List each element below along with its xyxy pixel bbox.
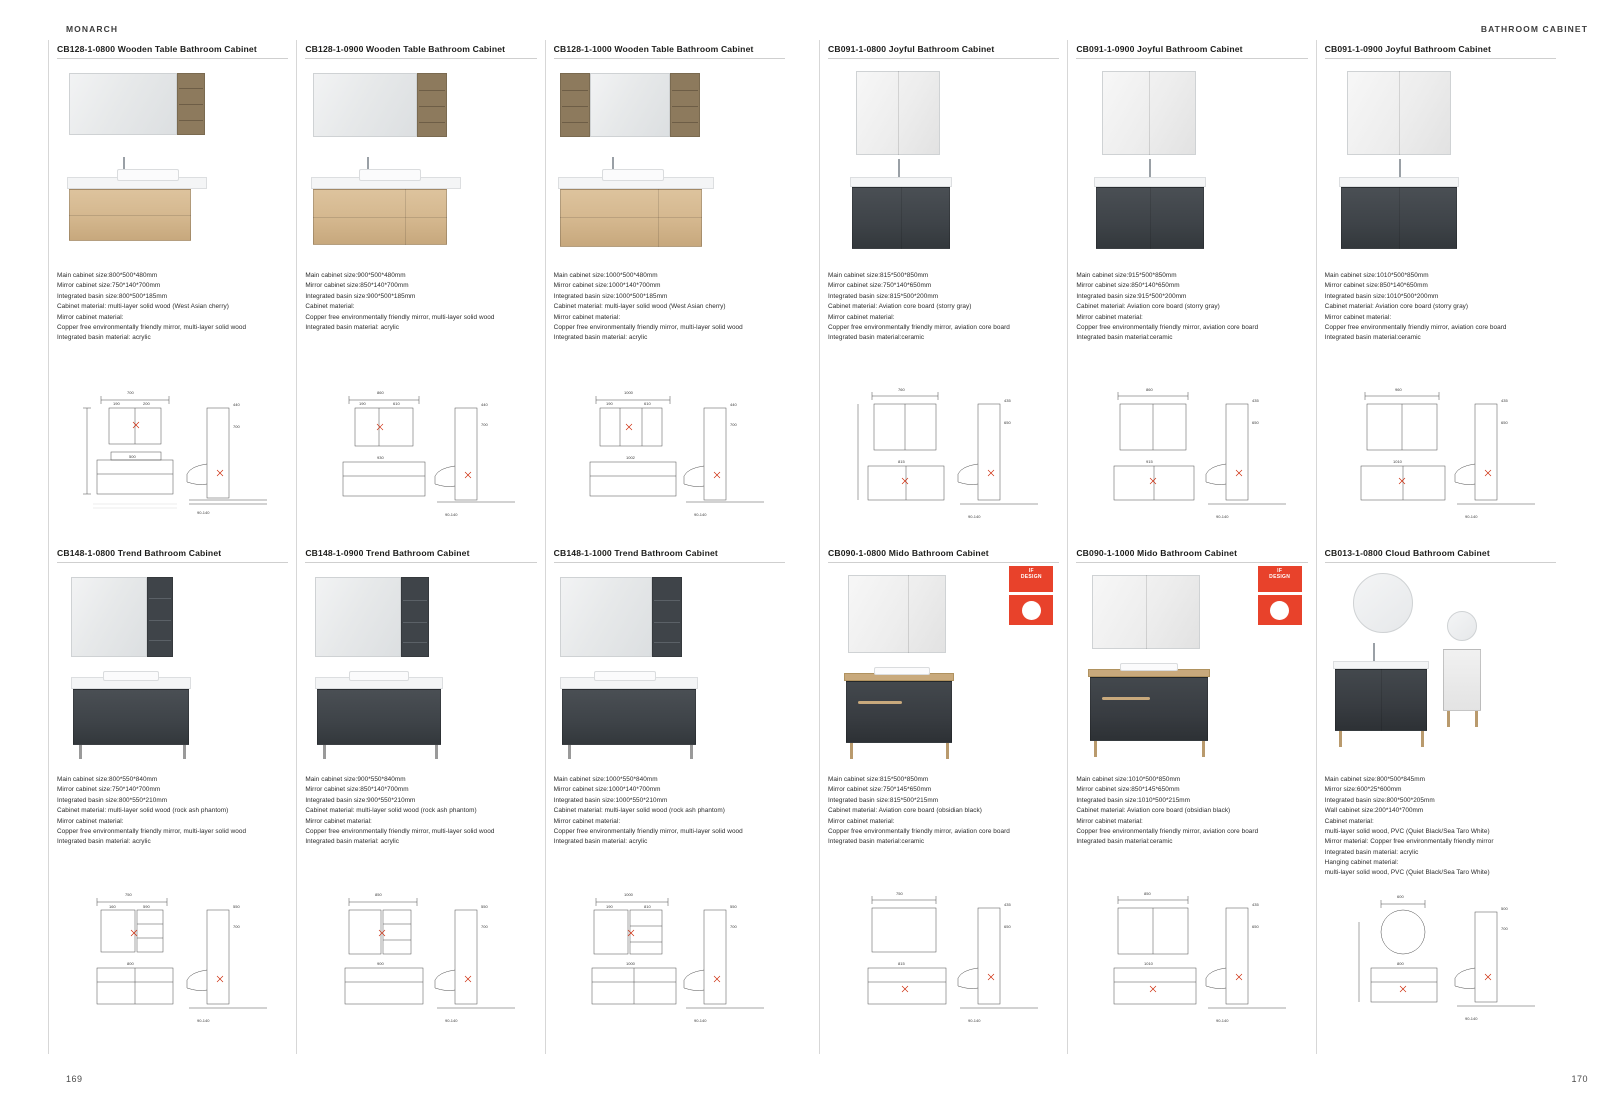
- mirror-cabinet-illustration: [848, 575, 946, 653]
- spec-line: Mirror cabinet size:850*145*650mm: [1076, 786, 1180, 794]
- spec-line: Cabinet material:: [1324, 817, 1374, 825]
- product-photo: [554, 65, 785, 265]
- technical-drawing: [554, 378, 785, 538]
- svg-text:760: 760: [898, 387, 905, 392]
- svg-text:550: 550: [481, 904, 489, 909]
- basin-illustration: [103, 671, 159, 681]
- award-line-1: IF: [1028, 568, 1034, 574]
- product-photo: [828, 65, 1059, 265]
- spec-line: Integrated basin material: acrylic: [57, 334, 151, 342]
- column-4: [819, 40, 1067, 1054]
- product-title: CB128-1-1000 Wooden Table Bathroom Cabinet: [554, 44, 785, 59]
- column-5: [1067, 40, 1315, 1054]
- svg-text:590: 590: [143, 904, 150, 909]
- svg-text:700: 700: [729, 422, 737, 427]
- spec-line: Mirror cabinet material:: [1324, 313, 1392, 321]
- product-specs: [554, 271, 785, 344]
- svg-text:190: 190: [359, 401, 367, 406]
- product-specs: [305, 775, 536, 848]
- side-shelf-illustration: [417, 73, 447, 137]
- spec-line: Mirror cabinet size:750*140*700mm: [57, 786, 161, 794]
- svg-text:650: 650: [1500, 420, 1508, 425]
- svg-text:435: 435: [1004, 398, 1011, 403]
- mirror-cabinet-illustration: [313, 73, 417, 137]
- countertop-illustration: [850, 177, 952, 187]
- technical-drawing: [57, 882, 288, 1042]
- svg-text:650: 650: [1252, 420, 1260, 425]
- spec-line: Cabinet material: multi-layer solid wood (West Asian cherry): [57, 303, 229, 311]
- cabinet-leg: [323, 745, 326, 759]
- side-shelf-illustration: [560, 73, 590, 137]
- spec-line: Copper free environmentally friendly mirror, multi-layer solid wood: [305, 313, 495, 321]
- svg-text:700: 700: [233, 424, 240, 429]
- faucet-illustration: [1149, 159, 1151, 177]
- svg-text:90-140: 90-140: [968, 1018, 981, 1023]
- technical-drawing: [1325, 882, 1556, 1042]
- svg-text:90-140: 90-140: [1464, 514, 1478, 519]
- svg-text:440: 440: [233, 402, 240, 407]
- svg-text:1000: 1000: [625, 961, 635, 966]
- svg-text:440: 440: [481, 402, 489, 407]
- technical-drawing: [828, 378, 1059, 538]
- side-shelf-illustration: [652, 577, 682, 657]
- svg-text:650: 650: [1252, 924, 1260, 929]
- svg-text:860: 860: [1146, 387, 1154, 392]
- cabinet-leg: [1094, 741, 1097, 757]
- spec-line: Integrated basin material:ceramic: [1076, 838, 1173, 846]
- product-card[interactable]: [305, 548, 536, 1042]
- product-specs: [1325, 271, 1556, 344]
- spec-line: Mirror cabinet size:750*140*650mm: [828, 282, 932, 290]
- svg-text:815: 815: [898, 459, 905, 464]
- spec-line: Mirror cabinet material:: [1076, 817, 1143, 825]
- product-title: CB090-1-1000 Mido Bathroom Cabinet: [1076, 548, 1307, 563]
- svg-text:1010: 1010: [1392, 459, 1402, 464]
- spec-line: Mirror cabinet size:850*140*650mm: [1076, 282, 1180, 290]
- spec-line: Main cabinet size:900*500*480mm: [305, 272, 406, 279]
- spec-line: Main cabinet size:1000*550*840mm: [553, 776, 658, 783]
- spec-line: Integrated basin size:800*500*205mm: [1324, 796, 1435, 804]
- spec-line: Copper free environmentally friendly mirror, multi-layer solid wood: [553, 323, 743, 331]
- main-cabinet-illustration: [562, 689, 696, 745]
- spec-line: Copper free environmentally friendly mirror, aviation core board: [828, 827, 1010, 835]
- technical-drawing: [1076, 378, 1307, 538]
- award-line-1: IF: [1277, 568, 1283, 574]
- cabinet-handle: [858, 701, 902, 704]
- spec-line: Integrated basin size:1010*500*200mm: [1324, 292, 1439, 300]
- cabinet-leg: [1447, 711, 1450, 727]
- spec-line: Mirror cabinet size:750*140*700mm: [57, 282, 161, 290]
- spec-line: Copper free environmentally friendly mirror, multi-layer solid wood: [57, 323, 247, 331]
- spec-line: Mirror cabinet material:: [553, 817, 621, 825]
- product-title: CB148-1-0800 Trend Bathroom Cabinet: [57, 548, 288, 563]
- product-title: CB128-1-0900 Wooden Table Bathroom Cabinet: [305, 44, 536, 59]
- award-line-2: DESIGN: [1269, 573, 1291, 580]
- svg-text:700: 700: [481, 422, 489, 427]
- column-3: [545, 40, 793, 1054]
- product-photo: [57, 65, 288, 265]
- spec-line: Mirror cabinet material:: [57, 817, 124, 825]
- spec-line: Copper free environmentally friendly mirror, aviation core board: [1324, 323, 1507, 331]
- product-card[interactable]: [1076, 548, 1307, 1042]
- product-photo: [554, 569, 785, 769]
- cabinet-leg: [1202, 741, 1205, 757]
- spec-line: Copper free environmentally friendly mirror, multi-layer solid wood: [57, 827, 247, 835]
- faucet-illustration: [1399, 159, 1401, 177]
- svg-text:610: 610: [643, 401, 651, 406]
- product-card[interactable]: [57, 44, 288, 538]
- spec-line: Integrated basin size:800*550*210mm: [57, 796, 168, 804]
- right-page: [805, 0, 1610, 1100]
- basin-illustration: [359, 169, 421, 181]
- product-specs: [57, 775, 288, 848]
- cabinet-leg: [690, 745, 693, 759]
- spec-line: Integrated basin size:900*550*210mm: [305, 796, 416, 804]
- svg-text:1002: 1002: [625, 455, 635, 460]
- side-shelf-illustration: [670, 73, 700, 137]
- svg-text:610: 610: [393, 401, 401, 406]
- spec-line: Main cabinet size:1010*500*850mm: [1324, 272, 1429, 279]
- svg-text:550: 550: [729, 904, 737, 909]
- svg-text:650: 650: [1004, 924, 1011, 929]
- svg-text:930: 930: [377, 455, 385, 460]
- right-columns: [819, 40, 1564, 1054]
- product-title: CB091-1-0900 Joyful Bathroom Cabinet: [1076, 44, 1307, 59]
- product-photo: [1325, 65, 1556, 265]
- spec-line: Integrated basin size:1000*550*210mm: [553, 796, 668, 804]
- spec-line: Mirror cabinet material:: [828, 313, 895, 321]
- product-photo: [57, 569, 288, 769]
- spec-line: Integrated basin size:915*500*200mm: [1076, 292, 1187, 300]
- svg-text:435: 435: [1252, 398, 1260, 403]
- main-cabinet-illustration: [560, 189, 702, 247]
- basin-illustration: [874, 667, 930, 675]
- spec-line: Mirror cabinet material:: [553, 313, 621, 321]
- running-head-right: BATHROOM CABINET: [1480, 24, 1588, 34]
- svg-text:810: 810: [643, 904, 651, 909]
- basin-illustration: [117, 169, 179, 181]
- spec-line: Integrated basin material: acrylic: [305, 838, 400, 846]
- spec-line: Integrated basin material:ceramic: [1076, 334, 1173, 342]
- basin-illustration: [349, 671, 409, 681]
- column-2: [296, 40, 544, 1054]
- cabinet-leg: [1339, 731, 1342, 747]
- svg-text:190: 190: [605, 401, 613, 406]
- spec-line: Cabinet material: Aviation core board (storry gray): [1076, 303, 1220, 311]
- svg-text:90-140: 90-140: [197, 510, 210, 515]
- spec-line: Integrated basin material: acrylic: [305, 323, 400, 331]
- svg-text:90-140: 90-140: [445, 1018, 458, 1023]
- spec-line: Copper free environmentally friendly mirror, multi-layer solid wood: [553, 827, 743, 835]
- technical-drawing: [1325, 378, 1556, 538]
- product-specs: [828, 271, 1059, 344]
- svg-text:815: 815: [898, 961, 905, 966]
- technical-drawing: [554, 882, 785, 1042]
- countertop-illustration: [1094, 177, 1206, 187]
- product-card[interactable]: [828, 44, 1059, 538]
- column-1: [48, 40, 296, 1054]
- svg-text:1000: 1000: [623, 892, 633, 897]
- product-specs: [57, 271, 288, 344]
- svg-text:750: 750: [896, 891, 903, 896]
- svg-text:160: 160: [109, 904, 116, 909]
- spec-line: Cabinet material: Aviation core board (obsidian black): [828, 807, 982, 815]
- product-title: CB148-1-0900 Trend Bathroom Cabinet: [305, 548, 536, 563]
- svg-text:1010: 1010: [1144, 961, 1154, 966]
- spec-line: Integrated basin material:ceramic: [1324, 334, 1421, 342]
- small-round-mirror-illustration: [1447, 611, 1477, 641]
- product-specs: [305, 271, 536, 333]
- spec-line: Integrated basin material: acrylic: [1324, 848, 1419, 856]
- main-cabinet-illustration: [1090, 677, 1208, 741]
- svg-text:700: 700: [481, 924, 489, 929]
- column-6: [1316, 40, 1564, 1054]
- spec-line: Main cabinet size:800*500*480mm: [57, 272, 158, 279]
- product-photo: [1076, 569, 1307, 769]
- svg-text:200: 200: [143, 401, 150, 406]
- basin-illustration: [594, 671, 656, 681]
- main-cabinet-illustration: [317, 689, 441, 745]
- spec-line: Main cabinet size:815*500*850mm: [828, 272, 929, 279]
- product-card[interactable]: [1325, 548, 1556, 1042]
- spec-line: Hanging cabinet material:: [1324, 859, 1399, 866]
- product-card[interactable]: [305, 44, 536, 538]
- svg-text:960: 960: [1394, 387, 1402, 392]
- spec-line: multi-layer solid wood, PVC (Quiet Black/Sea Taro White): [1324, 869, 1490, 877]
- basin-illustration: [1120, 663, 1178, 671]
- award-line-2: DESIGN: [1020, 573, 1042, 580]
- cabinet-leg: [435, 745, 438, 759]
- spec-line: Wall cabinet size:200*140*700mm: [1324, 807, 1424, 815]
- svg-text:1000: 1000: [623, 390, 633, 395]
- product-title: CB148-1-1000 Trend Bathroom Cabinet: [554, 548, 785, 563]
- svg-text:550: 550: [233, 904, 240, 909]
- mirror-cabinet-illustration: [71, 577, 147, 657]
- svg-text:500: 500: [129, 454, 136, 459]
- svg-text:650: 650: [1004, 420, 1011, 425]
- svg-text:850: 850: [1144, 891, 1152, 896]
- spec-line: Mirror cabinet material:: [1076, 313, 1143, 321]
- spec-line: Mirror cabinet material:: [57, 313, 124, 321]
- product-title: CB091-1-0800 Joyful Bathroom Cabinet: [828, 44, 1059, 59]
- spec-line: Main cabinet size:800*550*840mm: [57, 776, 158, 783]
- left-columns: [48, 40, 793, 1054]
- technical-drawing: [305, 882, 536, 1042]
- spec-line: Integrated basin size:815*500*200mm: [828, 292, 939, 300]
- svg-text:915: 915: [1146, 459, 1154, 464]
- svg-text:800: 800: [127, 961, 134, 966]
- spec-line: Copper free environmentally friendly mirror, aviation core board: [828, 323, 1010, 331]
- spec-line: Mirror material: Copper free environmentally friendly mirror: [1324, 838, 1494, 846]
- mirror-cabinet-illustration: [590, 73, 670, 137]
- svg-text:600: 600: [1396, 894, 1404, 899]
- product-specs: [1076, 271, 1307, 344]
- product-card[interactable]: [57, 548, 288, 1042]
- mirror-cabinet-illustration: [315, 577, 401, 657]
- technical-drawing: [57, 378, 288, 538]
- round-mirror-illustration: [1353, 573, 1413, 633]
- svg-text:435: 435: [1004, 902, 1011, 907]
- svg-text:90-140: 90-140: [1216, 514, 1229, 519]
- spec-line: Mirror cabinet size:850*140*700mm: [305, 786, 409, 794]
- product-photo: [305, 65, 536, 265]
- svg-text:850: 850: [375, 892, 383, 897]
- cabinet-leg: [183, 745, 186, 759]
- svg-text:860: 860: [377, 390, 385, 395]
- product-photo: [1325, 569, 1556, 769]
- spec-line: Mirror size:600*25*600mm: [1324, 786, 1402, 794]
- mirror-cabinet-illustration: [560, 577, 652, 657]
- spec-line: Cabinet material: multi-layer solid wood (West Asian cherry): [553, 303, 726, 311]
- spec-line: Mirror cabinet material:: [305, 817, 372, 825]
- svg-text:800: 800: [1396, 961, 1404, 966]
- basin-illustration: [602, 169, 664, 181]
- svg-text:190: 190: [605, 904, 613, 909]
- spec-line: Mirror cabinet size:850*140*700mm: [305, 282, 409, 290]
- spec-line: Main cabinet size:1010*500*850mm: [1076, 776, 1181, 783]
- svg-text:440: 440: [729, 402, 737, 407]
- product-title: CB090-1-0800 Mido Bathroom Cabinet: [828, 548, 1059, 563]
- spec-line: Integrated basin size:800*500*185mm: [57, 292, 168, 300]
- product-card[interactable]: [554, 548, 785, 1042]
- cabinet-leg: [946, 743, 949, 759]
- product-photo: [828, 569, 1059, 769]
- faucet-illustration: [1373, 643, 1375, 661]
- spec-line: Integrated basin size:900*500*185mm: [305, 292, 416, 300]
- spec-line: Main cabinet size:900*550*840mm: [305, 776, 406, 783]
- cabinet-leg: [79, 745, 82, 759]
- running-head-left: MONARCH: [66, 24, 119, 34]
- product-photo: [305, 569, 536, 769]
- spec-line: Cabinet material:: [305, 303, 355, 311]
- side-shelf-illustration: [401, 577, 429, 657]
- spec-line: Cabinet material: multi-layer solid wood (rock ash phantom): [305, 807, 477, 815]
- technical-drawing: [828, 882, 1059, 1042]
- cabinet-leg: [1421, 731, 1424, 747]
- cabinet-leg: [1475, 711, 1478, 727]
- hanging-cabinet-illustration: [1443, 649, 1481, 711]
- svg-text:435: 435: [1500, 398, 1508, 403]
- spec-line: Integrated basin size:1010*500*215mm: [1076, 796, 1191, 804]
- svg-text:90-140: 90-140: [1216, 1018, 1229, 1023]
- spec-line: Integrated basin material: acrylic: [57, 838, 151, 846]
- svg-text:90-140: 90-140: [197, 1018, 210, 1023]
- spec-line: Integrated basin material: acrylic: [553, 838, 648, 846]
- spec-line: Copper free environmentally friendly mirror, aviation core board: [1076, 323, 1259, 331]
- spec-line: Integrated basin material:ceramic: [828, 334, 925, 342]
- svg-text:90-140: 90-140: [693, 1018, 707, 1023]
- product-specs: [828, 775, 1059, 848]
- product-photo: [1076, 65, 1307, 265]
- spec-line: multi-layer solid wood, PVC (Quiet Black/Sea Taro White): [1324, 827, 1490, 835]
- cabinet-handle: [1102, 697, 1150, 700]
- spec-line: Integrated basin material:ceramic: [828, 838, 925, 846]
- spec-line: Cabinet material: multi-layer solid wood (rock ash phantom): [57, 807, 229, 815]
- product-title: CB091-1-0900 Joyful Bathroom Cabinet: [1325, 44, 1556, 59]
- product-card[interactable]: [828, 548, 1059, 1042]
- product-card[interactable]: [554, 44, 785, 538]
- spec-line: Integrated basin material: acrylic: [553, 334, 648, 342]
- product-card[interactable]: [1325, 44, 1556, 538]
- svg-text:900: 900: [377, 961, 385, 966]
- main-cabinet-illustration: [73, 689, 189, 745]
- spec-line: Mirror cabinet size:750*145*650mm: [828, 786, 932, 794]
- spec-line: Main cabinet size:815*500*850mm: [828, 776, 929, 783]
- spec-line: Mirror cabinet material:: [828, 817, 895, 825]
- product-title: CB013-1-0800 Cloud Bathroom Cabinet: [1325, 548, 1556, 563]
- product-title: CB128-1-0800 Wooden Table Bathroom Cabinet: [57, 44, 288, 59]
- svg-text:90-140: 90-140: [968, 514, 981, 519]
- product-specs: [554, 775, 785, 848]
- technical-drawing: [1076, 882, 1307, 1042]
- spec-line: Cabinet material: multi-layer solid wood (rock ash phantom): [553, 807, 725, 815]
- svg-text:435: 435: [1252, 902, 1260, 907]
- technical-drawing: [305, 378, 536, 538]
- countertop-illustration: [1339, 177, 1459, 187]
- cabinet-leg: [568, 745, 571, 759]
- product-specs: [1325, 775, 1556, 879]
- spec-line: Integrated basin size:815*500*215mm: [828, 796, 939, 804]
- page-number-left: 169: [66, 1074, 83, 1084]
- cabinet-leg: [850, 743, 853, 759]
- svg-text:90-140: 90-140: [693, 512, 707, 517]
- spec-line: Mirror cabinet size:850*140*650mm: [1324, 282, 1428, 290]
- spec-line: Mirror cabinet size:1000*140*700mm: [553, 282, 661, 290]
- spec-line: Main cabinet size:1000*500*480mm: [553, 272, 658, 279]
- product-specs: [1076, 775, 1307, 848]
- svg-text:190: 190: [113, 401, 120, 406]
- mirror-cabinet-illustration: [69, 73, 177, 135]
- side-shelf-illustration: [177, 73, 205, 135]
- svg-text:700: 700: [127, 390, 134, 395]
- spec-line: Copper free environmentally friendly mirror, multi-layer solid wood: [305, 827, 495, 835]
- svg-text:500: 500: [1500, 906, 1508, 911]
- svg-text:700: 700: [729, 924, 737, 929]
- faucet-illustration: [898, 159, 900, 177]
- svg-text:700: 700: [233, 924, 240, 929]
- spec-line: Cabinet material: Aviation core board (obsidian black): [1076, 807, 1231, 815]
- spec-line: Cabinet material: Aviation core board (storry gray): [1324, 303, 1469, 311]
- svg-text:750: 750: [125, 892, 132, 897]
- page-number-right: 170: [1571, 1074, 1588, 1084]
- main-cabinet-illustration: [846, 681, 952, 743]
- spec-line: Main cabinet size:915*500*850mm: [1076, 272, 1177, 279]
- spec-line: Copper free environmentally friendly mirror, aviation core board: [1076, 827, 1259, 835]
- spec-line: Cabinet material: Aviation core board (storry gray): [828, 303, 972, 311]
- svg-text:90-140: 90-140: [1464, 1016, 1478, 1021]
- product-card[interactable]: [1076, 44, 1307, 538]
- svg-text:90-140: 90-140: [445, 512, 458, 517]
- spec-line: Integrated basin size:1000*500*185mm: [553, 292, 668, 300]
- side-shelf-illustration: [147, 577, 173, 657]
- svg-text:700: 700: [1500, 926, 1508, 931]
- countertop-illustration: [1333, 661, 1429, 669]
- spec-line: Main cabinet size:800*500*845mm: [1324, 776, 1425, 783]
- spec-line: Mirror cabinet size:1000*140*700mm: [553, 786, 661, 794]
